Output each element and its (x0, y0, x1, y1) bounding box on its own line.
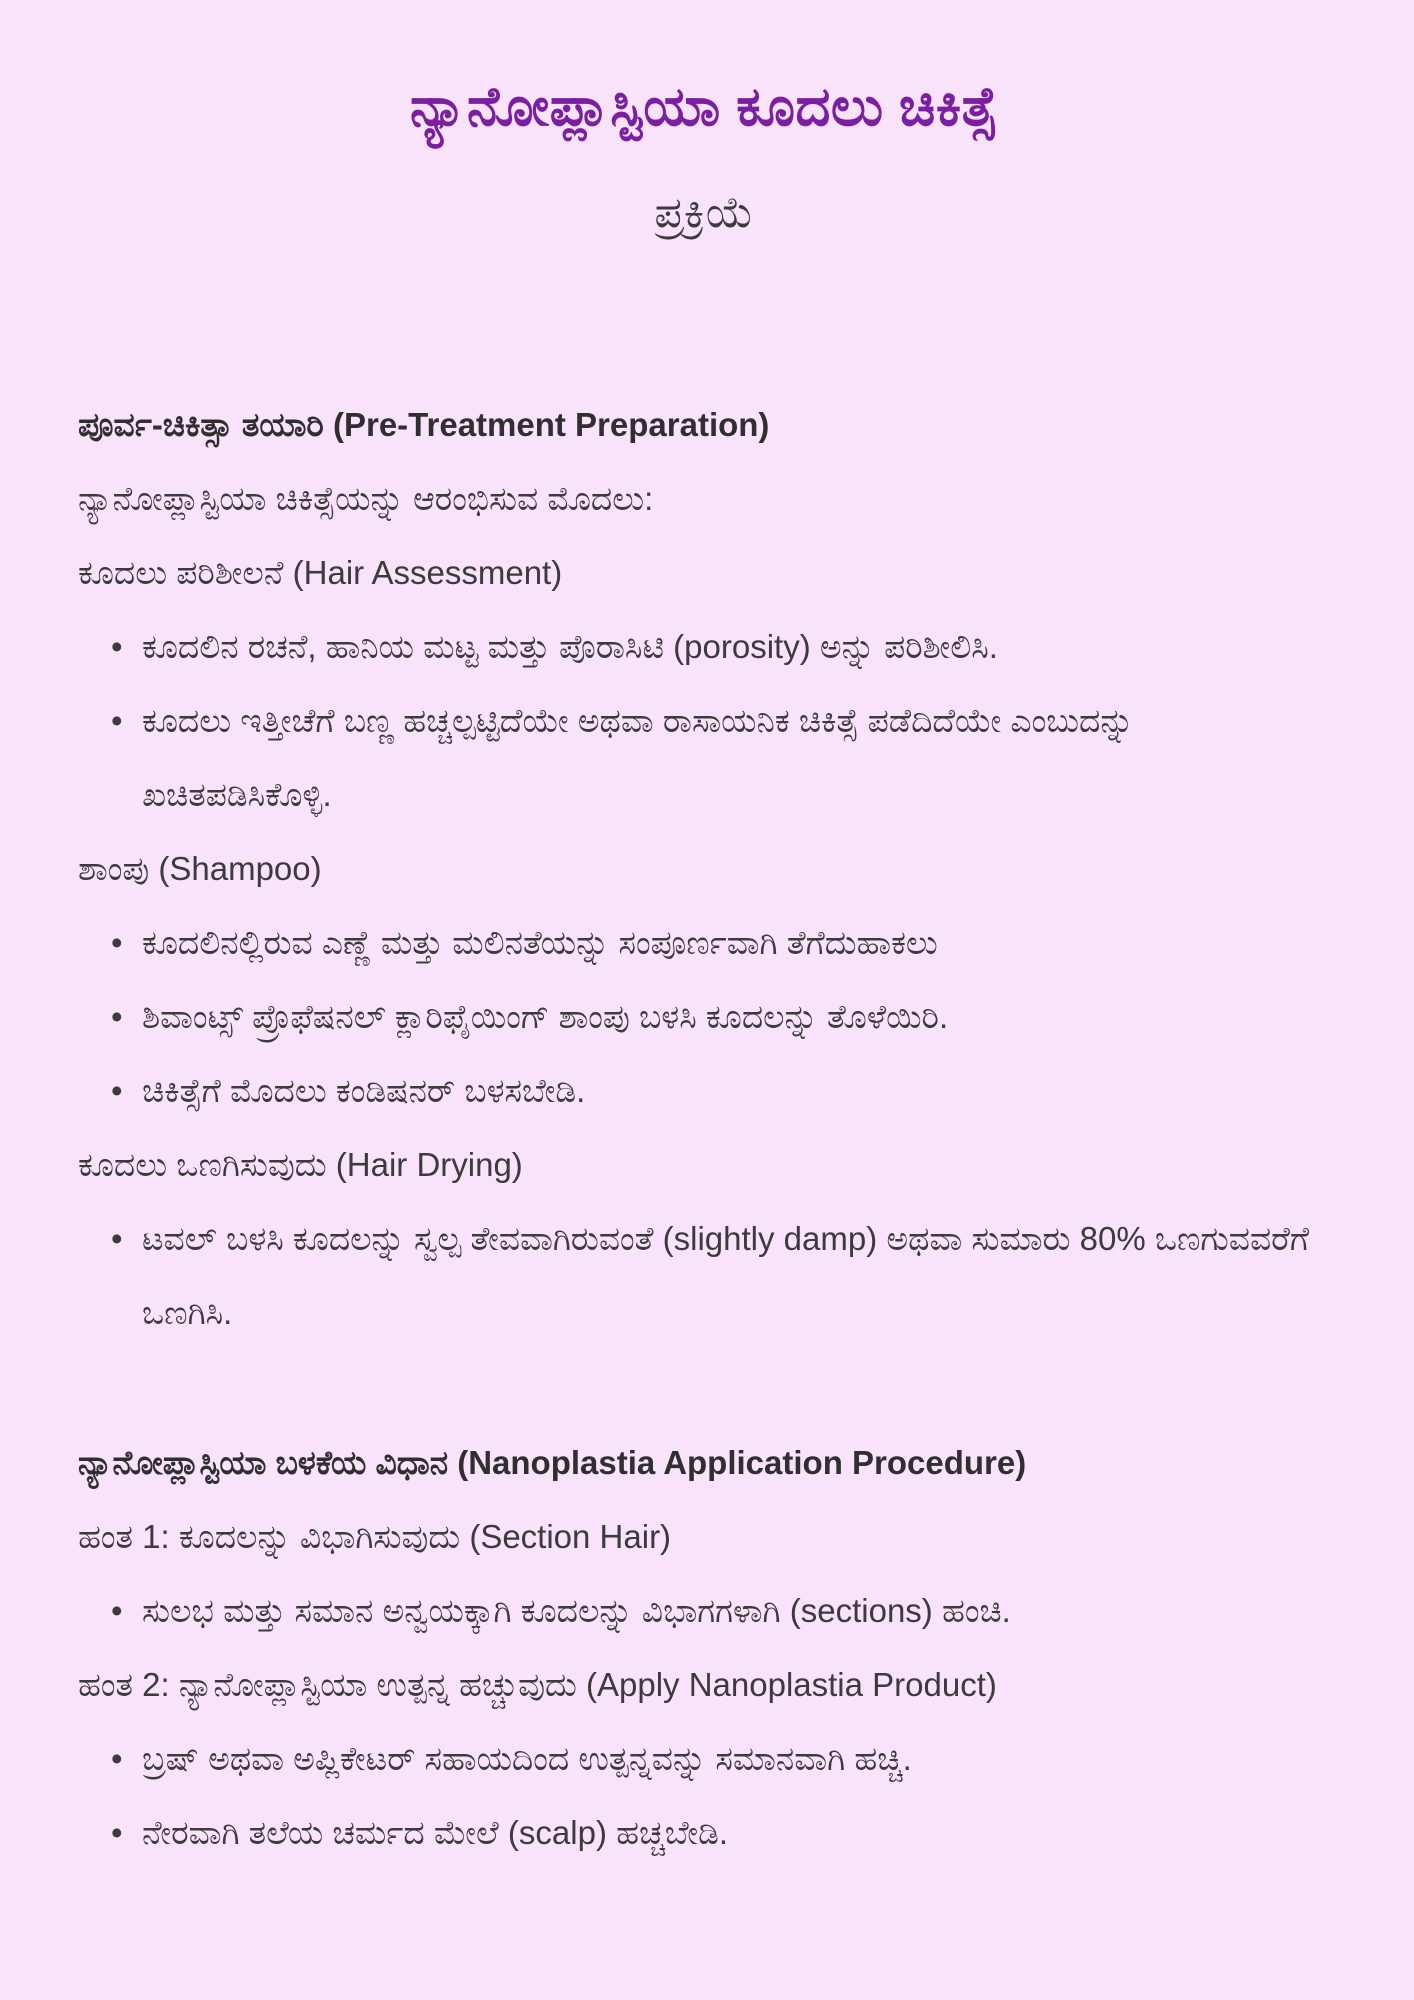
bullet-list-hair-drying (78, 1202, 1330, 1350)
bullet-item: • ಶಿವಾಂಟ್ಸ್ ಪ್ರೊಫೆಷನಲ್ ಕ್ಲಾರಿಫೈಯಿಂಗ್ ಶಾಂಪು ಬಳಸಿ ಕೂದಲನ್ನು ತೊಳೆಯಿರಿ. (142, 980, 1330, 1054)
section-heading-pre-treatment: ಪೂರ್ವ-ಚಿಕಿತ್ಸಾ ತಯಾರಿ (Pre-Treatment Preparation) (78, 406, 770, 444)
bullet-item: • ಕೂದಲಿನ ರಚನೆ, ಹಾನಿಯ ಮಟ್ಟ ಮತ್ತು ಪೊರಾಸಿಟಿ (porosity) ಅನ್ನು ಪರಿಶೀಲಿಸಿ. (142, 610, 1330, 684)
bullet-item: • ನೇರವಾಗಿ ತಲೆಯ ಚರ್ಮದ ಮೇಲೆ (scalp) ಹಚ್ಚಬೇಡಿ. (142, 1796, 1330, 1870)
bullet-item: • ಬ್ರಷ್ ಅಥವಾ ಅಪ್ಲಿಕೇಟರ್ ಸಹಾಯದಿಂದ ಉತ್ಪನ್ನವನ್ನು ಸಮಾನವಾಗಿ ಹಚ್ಚಿ. (142, 1722, 1330, 1796)
bullet-list-step-2 (78, 1722, 1330, 1870)
section-intro: ನ್ಯಾನೋಪ್ಲಾಸ್ಟಿಯಾ ಚಿಕಿತ್ಸೆಯನ್ನು ಆರಂಭಿಸುವ ಮೊದಲು: (78, 480, 654, 518)
bullet-item: • ಟವಲ್ ಬಳಸಿ ಕೂದಲನ್ನು ಸ್ವಲ್ಪ ತೇವವಾಗಿರುವಂತೆ (slightly damp) ಅಥವಾ ಸುಮಾರು 80% ಒಣಗುವವರೆಗೆ ಒಣಗಿಸಿ. (142, 1202, 1330, 1350)
bullet-item: • ಸುಲಭ ಮತ್ತು ಸಮಾನ ಅನ್ವಯಕ್ಕಾಗಿ ಕೂದಲನ್ನು ವಿಭಾಗಗಳಾಗಿ (sections) ಹಂಚಿ. (142, 1574, 1330, 1648)
bullet-list-shampoo (78, 906, 1330, 1128)
bullet-item: • ಕೂದಲಿನಲ್ಲಿರುವ ಎಣ್ಣೆ ಮತ್ತು ಮಲಿನತೆಯನ್ನು ಸಂಪೂರ್ಣವಾಗಿ ತೆಗೆದುಹಾಕಲು (142, 906, 1330, 980)
subsection-label-step-2: ಹಂತ 2: ನ್ಯಾನೋಪ್ಲಾಸ್ಟಿಯಾ ಉತ್ಪನ್ನ ಹಚ್ಚುವುದು (Apply Nanoplastia Product) (78, 1666, 997, 1704)
bullet-list-hair-assessment (78, 610, 1330, 832)
document-body (78, 388, 1330, 1870)
bullet-item: • ಚಿಕಿತ್ಸೆಗೆ ಮೊದಲು ಕಂಡಿಷನರ್ ಬಳಸಬೇಡಿ. (142, 1054, 1330, 1128)
subsection-label-hair-assessment: ಕೂದಲು ಪರಿಶೀಲನೆ (Hair Assessment) (78, 554, 563, 592)
subsection-label-shampoo: ಶಾಂಪು (Shampoo) (78, 850, 322, 888)
bullet-item: • ಕೂದಲು ಇತ್ತೀಚೆಗೆ ಬಣ್ಣ ಹಚ್ಚಲ್ಪಟ್ಟಿದೆಯೇ ಅಥವಾ ರಾಸಾಯನಿಕ ಚಿಕಿತ್ಸೆ ಪಡೆದಿದೆಯೇ ಎಂಬುದನ್ನು ಖಚಿತಪಡಿಸಿಕೊಳ್ಳಿ. (142, 684, 1330, 832)
bullet-list-step-1 (78, 1574, 1330, 1648)
subsection-label-hair-drying: ಕೂದಲು ಒಣಗಿಸುವುದು (Hair Drying) (78, 1146, 523, 1184)
page-title: ನ್ಯಾನೋಪ್ಲಾಸ್ಟಿಯಾ ಕೂದಲು ಚಿಕಿತ್ಸೆ (409, 77, 999, 137)
section-heading-application-procedure: ನ್ಯಾನೋಪ್ಲಾಸ್ಟಿಯಾ ಬಳಕೆಯ ವಿಧಾನ (Nanoplastia Application Procedure) (78, 1444, 1027, 1482)
page-subtitle: ಪ್ರಕ್ರಿಯೆ (654, 189, 754, 238)
subsection-label-step-1: ಹಂತ 1: ಕೂದಲನ್ನು ವಿಭಾಗಿಸುವುದು (Section Hair) (78, 1518, 672, 1556)
